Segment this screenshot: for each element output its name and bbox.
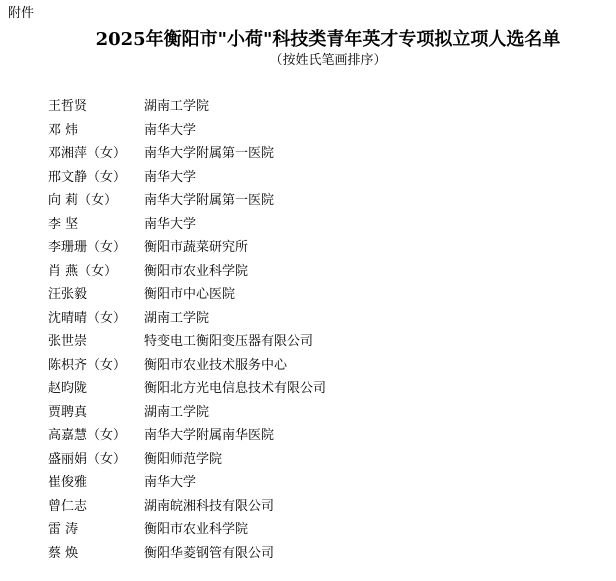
person-organization: 衡阳市中心医院 [144,287,236,302]
person-organization: 衡阳市蔬菜研究所 [144,240,249,255]
list-item [0,119,616,143]
person-name: 邢文静（女） [48,169,127,185]
list-item [0,495,616,519]
list-item [0,283,616,307]
list-item [0,542,616,566]
person-organization: 衡阳市农业科学院 [144,263,249,279]
person-organization: 衡阳市农业科学院 [144,522,249,537]
person-name: 盛丽娟（女） [48,451,127,467]
list-item [0,448,616,472]
list-item [0,518,616,542]
person-organization: 南华大学附属第一医院 [144,193,275,208]
person-name: 张世崇 [48,334,88,349]
list-item [0,213,616,237]
list-item [0,401,616,425]
person-name: 崔俊雅 [48,475,88,490]
person-organization: 南华大学 [144,475,197,490]
attachment-label: 附件 [8,6,35,21]
candidate-list [0,95,616,565]
list-item [0,166,616,190]
list-item [0,260,616,284]
person-name: 陈枳齐（女） [48,357,127,373]
person-name: 贾聘真 [48,404,88,420]
list-item [0,424,616,448]
person-organization: 湖南工学院 [144,404,210,420]
list-item [0,307,616,331]
person-name: 王哲贤 [48,99,88,114]
person-name: 赵昀陇 [48,381,88,396]
person-name: 李 坚 [48,216,79,232]
document-subtitle: （按姓氏笔画排序） [269,53,387,68]
person-name: 肖 燕（女） [48,263,118,279]
person-organization: 南华大学附属南华医院 [144,428,275,443]
person-organization: 衡阳华菱钢管有限公司 [144,545,275,561]
list-item [0,142,616,166]
person-organization: 湖南工学院 [144,99,210,114]
list-item [0,236,616,260]
person-organization: 南华大学 [144,122,197,138]
person-organization: 南华大学 [144,169,197,185]
list-item [0,354,616,378]
person-organization: 南华大学 [144,216,197,232]
list-item [0,95,616,119]
person-organization: 南华大学附属第一医院 [144,146,275,161]
person-name: 邓湘萍（女） [48,146,127,161]
person-name: 曾仁志 [48,498,88,514]
list-item [0,471,616,495]
person-name: 汪张毅 [48,287,88,302]
list-item [0,377,616,401]
person-name: 邓 炜 [48,122,79,138]
person-organization: 衡阳师范学院 [144,451,223,467]
person-organization: 特变电工衡阳变压器有限公司 [144,334,314,349]
person-name: 沈晴晴（女） [48,310,127,326]
list-item [0,330,616,354]
person-name: 蔡 焕 [48,545,79,561]
person-name: 雷 涛 [48,522,79,537]
person-name: 李珊珊（女） [48,240,127,255]
person-organization: 衡阳北方光电信息技术有限公司 [144,381,327,396]
person-name: 高嘉慧（女） [48,428,127,443]
person-organization: 衡阳市农业技术服务中心 [144,357,288,373]
document-title: 2025年衡阳市"小荷"科技类青年英才专项拟立项人选名单 [95,29,561,50]
person-organization: 湖南皖湘科技有限公司 [144,498,275,514]
person-name: 向 莉（女） [48,193,118,208]
person-organization: 湖南工学院 [144,310,210,326]
list-item [0,189,616,213]
